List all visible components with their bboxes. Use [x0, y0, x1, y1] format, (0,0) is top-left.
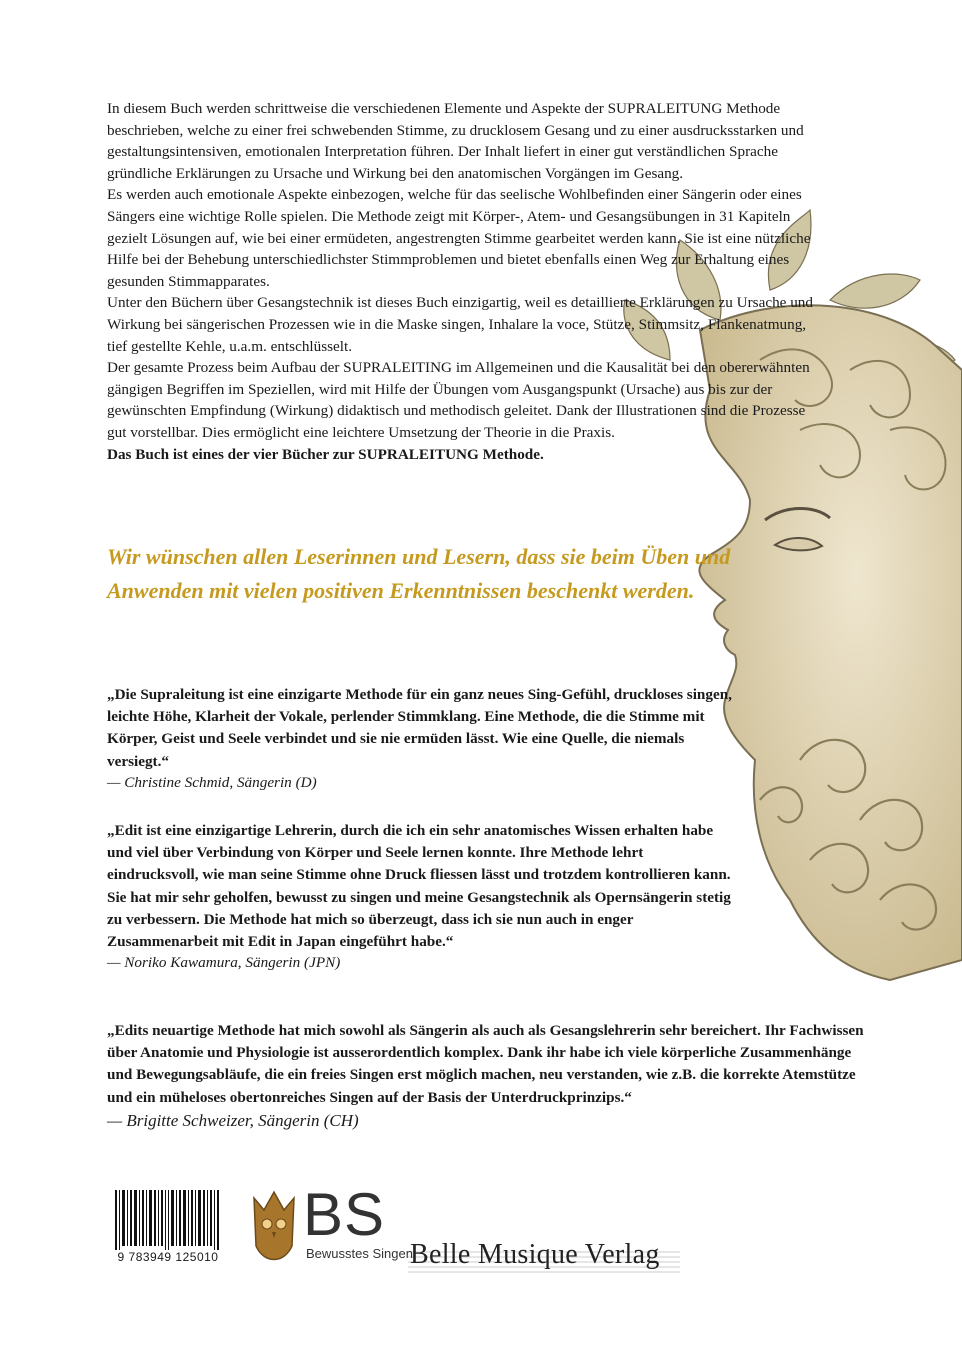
- description-paragraph: Unter den Büchern über Gesangstechnik ist dieses Buch einzigartig, weil es detaillierte Erklärungen zu Ursache und Wirkung bei sängerischen Prozessen wie in die Maske singen, Inhalare la voce, Stütze, Stimmsitz, Flankenatmung, tief gestellte Kehle, u.a.m. entschlüsselt.: [107, 294, 813, 355]
- testimonial-text: „Die Supraleitung ist eine einzigarte Methode für ein ganz neues Sing-Gefühl, druckloses singen, leichte Höhe, Klarheit der Vokale, perlender Stimmklang. Eine Methode, die die Stimme mit Körper, Geist und Seele verbindet und sie nie ermüden lässt. Wie eine Quelle, die niemals versiegt.“: [107, 686, 732, 770]
- description-bold-line: Das Buch ist eines der vier Bücher zur SUPRALEITUNG Methode.: [107, 445, 544, 463]
- description-paragraph: In diesem Buch werden schrittweise die verschiedenen Elemente und Aspekte der SUPRALEITUNG Methode beschrieben, welche zu einer frei schwebenden Stimme, zu drucklosem Gesang und zu einer ausdrucksstarken und gestaltungsintensiven, emotionalen Interpretation führen. Der Inhalt liefert in einer gut verständlichen Sprache gründliche Erklärungen zu Ursache und Wirkung bei den anatomischen Vorgängen im Gesang.: [107, 100, 804, 182]
- testimonial-text: „Edit ist eine einzigartige Lehrerin, durch die ich ein sehr anatomisches Wissen erhalten habe und viel über Verbindung von Körper und Seele lernen konnte. Ihre Methode lehrt eindrucksvoll, wie man seine Stimme ohne Druck fliessen lässt und trotzdem kontrollieren kann. Sie hat mir sehr geholfen, bewusst zu singen und meine Gesangstechnik als Opernsängerin stetig zu verbessern. Die Methode hat mich so überzeugt, dass ich sie nun auch in enger Zusammenarbeit mit Edit in Japan eingeführt habe.“: [107, 822, 731, 951]
- description-paragraph: Es werden auch emotionale Aspekte einbezogen, welche für das seelische Wohlbefinden einer Sängerin oder eines Sängers eine wichtige Rolle spielen. Die Methode zeigt mit Körper-, Atem- und Gesangsübungen in 31 Kapiteln gezielt Lösungen auf, wie bei einer ermüdeten, angestrengten Stimme gearbeitet werden kann. Sie ist eine nützliche Hilfe bei der Behebung unterschiedlichster Stimmproblemen und bietet ebenfalls einen Weg zur Erhaltung eines gesunden Stimmapparates.: [107, 186, 811, 290]
- publisher-name: Belle Musique Verlag: [410, 1239, 660, 1270]
- testimonial-text: „Edits neuartige Methode hat mich sowohl als Sängerin als auch als Gesangslehrerin sehr bereichert. Ihr Fachwissen über Anatomie und Physiologie ist ausserordentlich komplex. Dank ihr habe ich viele körperliche Zusammenhänge und Bewegungsabläufe, die ein freies Singen erst möglich machen, neu verstanden, wie z.B. die korrekte Atemstütze und ein müheloses obertonreiches Singen auf der Basis der Unterdruckprinzips.“: [107, 1022, 864, 1106]
- wish-statement: Wir wünschen allen Leserinnen und Lesern, dass sie beim Üben und Anwenden mit vielen positiven Erkenntnissen beschenkt werden.: [107, 544, 731, 603]
- isbn-barcode: [113, 1190, 223, 1278]
- testimonial-attribution: — Noriko Kawamura, Sängerin (JPN): [107, 954, 341, 972]
- description-text: [107, 98, 825, 465]
- description-paragraph: Der gesamte Prozess beim Aufbau der SUPRALEITING im Allgemeinen und die Kausalität bei den obererwähnten gängigen Begriffen im Speziellen, wird mit Hilfe der Übungen vom Ausgangspunkt (Ursache) aus bis zur der gewünschten Empfindung (Wirkung) didaktisch und methodisch geleitet. Dank der Illustrationen sind die Prozesse gut vorstellbar. Dies ermöglicht eine leichtere Umsetzung der Theorie in die Praxis.: [107, 359, 810, 441]
- testimonial-3: [107, 1020, 867, 1133]
- isbn-number: 9 783949 125010: [113, 1250, 223, 1264]
- testimonial-attribution: — Christine Schmid, Sängerin (D): [107, 773, 317, 791]
- testimonial-attribution: — Brigitte Schweizer, Sängerin (CH): [107, 1110, 359, 1130]
- bs-logo-tagline: Bewusstes Singen: [306, 1246, 413, 1261]
- testimonial-1: [107, 684, 747, 793]
- testimonial-2: [107, 820, 737, 973]
- bs-logo-mark: BS: [303, 1181, 386, 1248]
